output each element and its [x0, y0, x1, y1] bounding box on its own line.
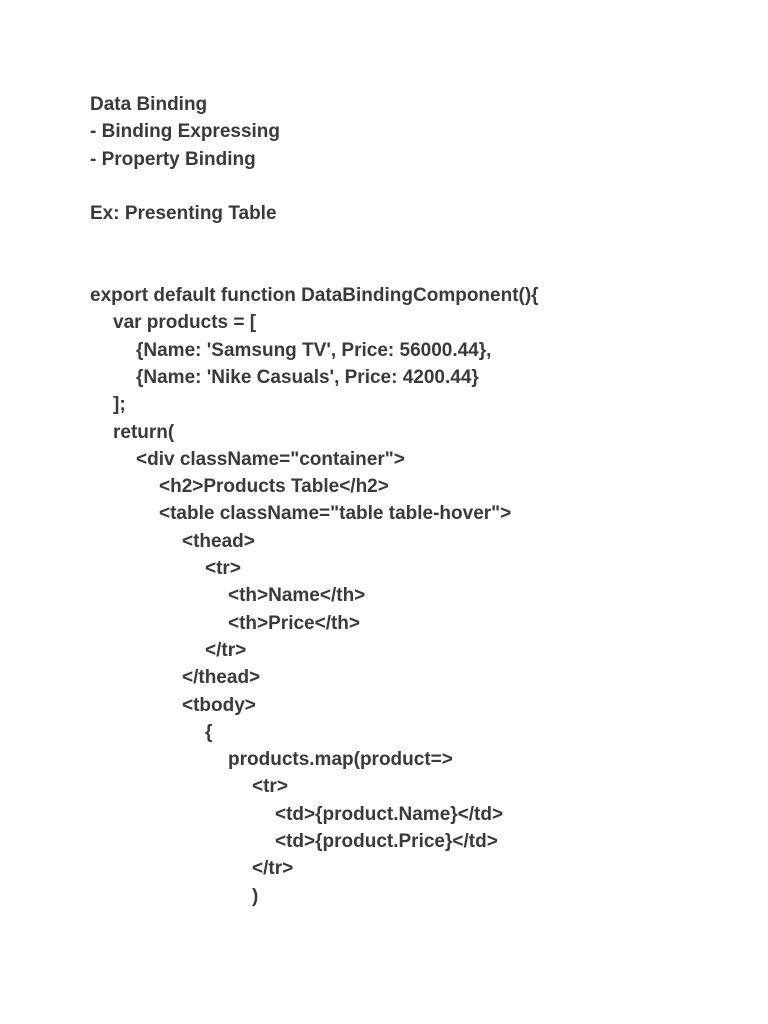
code-line: </tr> — [252, 858, 294, 880]
code-line: <tr> — [205, 558, 241, 580]
code-line: <td>{product.Price}</td> — [275, 831, 498, 853]
code-line: <td>{product.Name}</td> — [275, 803, 504, 825]
code-line: <div className="container"> — [136, 448, 405, 470]
document-page — [90, 91, 750, 910]
code-line: products.map(product=> — [228, 749, 453, 771]
code-line: <th>Price</th> — [228, 612, 361, 634]
code-line: <tr> — [252, 776, 288, 798]
code-line: export default function DataBindingComponent(){ — [90, 285, 539, 307]
code-line: ) — [252, 885, 259, 907]
example-label: Ex: Presenting Table — [90, 203, 277, 225]
spacer — [90, 173, 750, 200]
code-line: <table className="table table-hover"> — [159, 503, 512, 525]
code-line: var products = [ — [113, 312, 257, 334]
bullet-item: - Property Binding — [90, 148, 256, 170]
code-line: <tbody> — [182, 694, 256, 716]
code-block — [90, 282, 750, 910]
spacer — [90, 227, 750, 282]
code-line: </thead> — [182, 667, 261, 689]
code-line: {Name: 'Samsung TV', Price: 56000.44}, — [136, 339, 492, 361]
bullet-item: - Binding Expressing — [90, 121, 281, 143]
code-line: <thead> — [182, 530, 255, 552]
code-line: <th>Name</th> — [228, 585, 366, 607]
code-line: return( — [113, 421, 175, 443]
code-line: ]; — [113, 394, 126, 416]
code-line: { — [205, 721, 213, 743]
section-title: Data Binding — [90, 94, 208, 115]
code-line: <h2>Products Table</h2> — [159, 476, 389, 498]
code-line: </tr> — [205, 639, 247, 661]
code-line: {Name: 'Nike Casuals', Price: 4200.44} — [136, 366, 479, 388]
